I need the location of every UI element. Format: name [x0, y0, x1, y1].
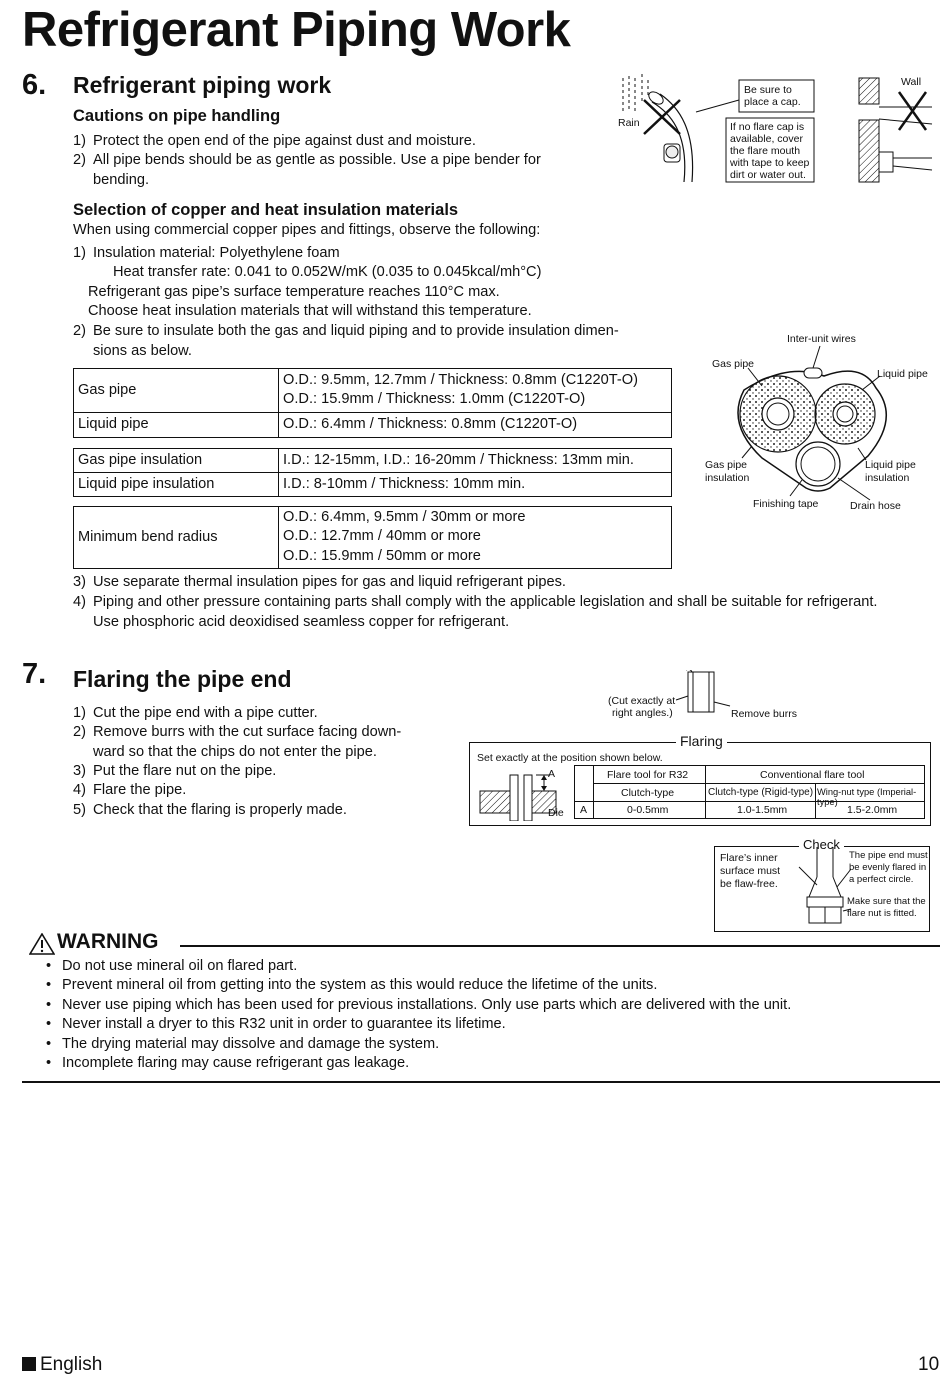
cap-note: Be sure to [744, 84, 792, 96]
gas-insulation-value: I.D.: 12-15mm, I.D.: 16-20mm / Thickness: 13mm min. [283, 452, 634, 468]
warning-bottom-rule [22, 1081, 940, 1083]
row-label-a: A [580, 804, 588, 816]
step-number: 4) [73, 782, 86, 798]
bend-radius-value: O.D.: 6.4mm, 9.5mm / 30mm or more [283, 509, 526, 525]
step-number: 3) [73, 763, 86, 779]
flare-tool-table [574, 765, 925, 819]
choose-insulation: Choose heat insulation materials that will withstand this temperature. [88, 303, 532, 319]
col-r32: Flare tool for R32 [607, 769, 689, 781]
caution-item-text: All pipe bends should be as gentle as possible. Use a pipe bender for [93, 152, 541, 168]
drain-hose-label: Drain hose [850, 500, 901, 512]
selection-item-text: Piping and other pressure containing parts shall comply with the applicable legislation and shall be suitable for refrigerant. [93, 594, 878, 610]
step-text: Put the flare nut on the pipe. [93, 763, 277, 779]
die-label: Die [548, 807, 564, 819]
wall-label: Wall [901, 76, 922, 88]
cap-note: place a cap. [744, 96, 801, 108]
set-exactly-note: Set exactly at the position shown below. [477, 752, 663, 764]
warning-rule [180, 945, 940, 947]
cautions-heading: Cautions on pipe handling [73, 107, 281, 125]
gas-insulation-diagram-label: Gas pipe [705, 459, 748, 471]
inner-surface-note: be flaw-free. [720, 878, 778, 890]
cut-note: (Cut exactly at [608, 695, 676, 707]
selection-item-number: 2) [73, 323, 86, 339]
gas-pipe-value: O.D.: 9.5mm, 12.7mm / Thickness: 0.8mm (C1220T-O) [283, 372, 638, 388]
no-cap-note: the flare mouth [730, 145, 801, 157]
step-text-cont: ward so that the chips do not enter the pipe. [93, 743, 377, 760]
caution-item-text-cont: bending. [93, 171, 149, 188]
no-cap-note: with tape to keep [730, 157, 810, 169]
bend-radius-label: Minimum bend radius [78, 529, 218, 545]
gas-insulation-diagram-label: insulation [705, 472, 750, 484]
inner-surface-note: surface must [720, 865, 781, 877]
col-conventional: Conventional flare tool [760, 769, 865, 781]
surface-temperature: Refrigerant gas pipe’s surface temperature reaches 110°C max. [88, 284, 500, 300]
selection-item-text: Use separate thermal insulation pipes for gas and liquid refrigerant pipes. [93, 574, 566, 590]
warning-icon [29, 933, 55, 955]
insulation-diagram [700, 328, 940, 516]
caution-item-number: 2) [73, 152, 86, 168]
selection-item-number: 1) [73, 245, 86, 261]
pipe-cut-diagram [600, 670, 820, 730]
heat-transfer-rate: Heat transfer rate: 0.041 to 0.052W/mK (0.035 to 0.045kcal/mh°C) [113, 264, 542, 280]
section-6-title: Refrigerant piping work [73, 72, 332, 98]
page-title: Refrigerant Piping Work [22, 3, 571, 57]
evenly-flared-note: a perfect circle. [849, 874, 914, 885]
footer-language: English [22, 1354, 102, 1376]
bend-radius-value: O.D.: 15.9mm / 50mm or more [283, 548, 481, 564]
step-number: 1) [73, 705, 86, 721]
sub-wing: Wing-nut type (Imperial-type) [817, 787, 917, 807]
step-number: 5) [73, 802, 86, 818]
evenly-flared-note: The pipe end must [849, 850, 928, 861]
value-rigid: 1.0-1.5mm [737, 804, 788, 816]
sub-clutch: Clutch-type [621, 787, 675, 799]
selection-intro: When using commercial copper pipes and fittings, observe the following: [73, 222, 541, 238]
bend-radius-table [73, 506, 672, 569]
no-cap-note: If no flare cap is [730, 121, 805, 133]
insulation-cross-section [700, 328, 940, 516]
no-cap-note: dirt or water out. [730, 169, 806, 181]
check-box [714, 837, 930, 932]
liquid-pipe-label: Liquid pipe [78, 416, 149, 432]
bend-radius-value: O.D.: 12.7mm / 40mm or more [283, 528, 481, 544]
step-text: Check that the flaring is properly made. [93, 802, 347, 818]
step-text: Cut the pipe end with a pipe cutter. [93, 705, 318, 721]
liquid-insulation-diagram-label: Liquid pipe [865, 459, 916, 471]
square-bullet-icon [22, 1357, 36, 1371]
selection-item-text: Be sure to insulate both the gas and liquid piping and to provide insulation dimen- [93, 323, 619, 339]
gas-pipe-label: Gas pipe [78, 382, 137, 398]
liquid-pipe-diagram-label: Liquid pipe [877, 368, 928, 380]
cut-note: right angles.) [612, 707, 673, 719]
liquid-insulation-value: I.D.: 8-10mm / Thickness: 10mm min. [283, 476, 526, 492]
sub-rigid: Clutch-type (Rigid-type) [708, 787, 814, 798]
pipe-table [73, 368, 672, 438]
gas-pipe-value: O.D.: 15.9mm / Thickness: 1.0mm (C1220T-O) [283, 391, 586, 407]
inner-surface-note: Flare’s inner [720, 852, 778, 864]
flaring-box [469, 733, 931, 826]
selection-item-number: 3) [73, 574, 86, 590]
selection-heading: Selection of copper and heat insulation materials [73, 201, 459, 219]
evenly-flared-note: be evenly flared in [849, 862, 927, 873]
caution-item-text: Protect the open end of the pipe against dust and moisture. [93, 133, 476, 149]
remove-burrs-label: Remove burrs [731, 708, 797, 720]
flare-check-illustration [795, 847, 855, 931]
page-number: 10 [918, 1354, 940, 1375]
finishing-tape-label: Finishing tape [753, 498, 819, 510]
check-title: Check [799, 837, 844, 852]
nut-fitted-note: Make sure that the [847, 896, 926, 907]
step-text: Remove burrs with the cut surface facing down- [93, 724, 402, 740]
selection-item-text-cont: sions as below. [93, 342, 192, 359]
section-7-title: Flaring the pipe end [73, 666, 292, 692]
selection-item-number: 4) [73, 594, 86, 610]
value-r32: 0-0.5mm [627, 804, 669, 816]
flaring-title: Flaring [676, 733, 727, 749]
step-number: 2) [73, 724, 86, 740]
insulation-table [73, 448, 672, 497]
step-text: Flare the pipe. [93, 782, 187, 798]
selection-item-text-cont: Use phosphoric acid deoxidised seamless copper for refrigerant. [93, 613, 510, 630]
liquid-insulation-label: Liquid pipe insulation [78, 476, 215, 492]
marker-a: A [548, 768, 556, 780]
caution-item-number: 1) [73, 133, 86, 149]
section-6-number: 6. [22, 69, 47, 101]
gas-insulation-label: Gas pipe insulation [78, 452, 203, 468]
inter-unit-wires-label: Inter-unit wires [787, 333, 856, 345]
insulation-material: Insulation material: Polyethylene foam [93, 245, 340, 261]
section-7-number: 7. [22, 658, 47, 690]
nut-fitted-note: flare nut is fitted. [847, 908, 917, 919]
liquid-insulation-diagram-label: insulation [865, 472, 910, 484]
rain-label: Rain [618, 117, 640, 129]
no-cap-note: available, cover [730, 133, 803, 145]
gas-pipe-diagram-label: Gas pipe [712, 358, 755, 370]
liquid-pipe-value: O.D.: 6.4mm / Thickness: 0.8mm (C1220T-O) [283, 416, 578, 432]
pipe-cap-diagram [614, 72, 944, 190]
value-wing: 1.5-2.0mm [847, 804, 898, 816]
warning-title: WARNING [57, 930, 159, 953]
